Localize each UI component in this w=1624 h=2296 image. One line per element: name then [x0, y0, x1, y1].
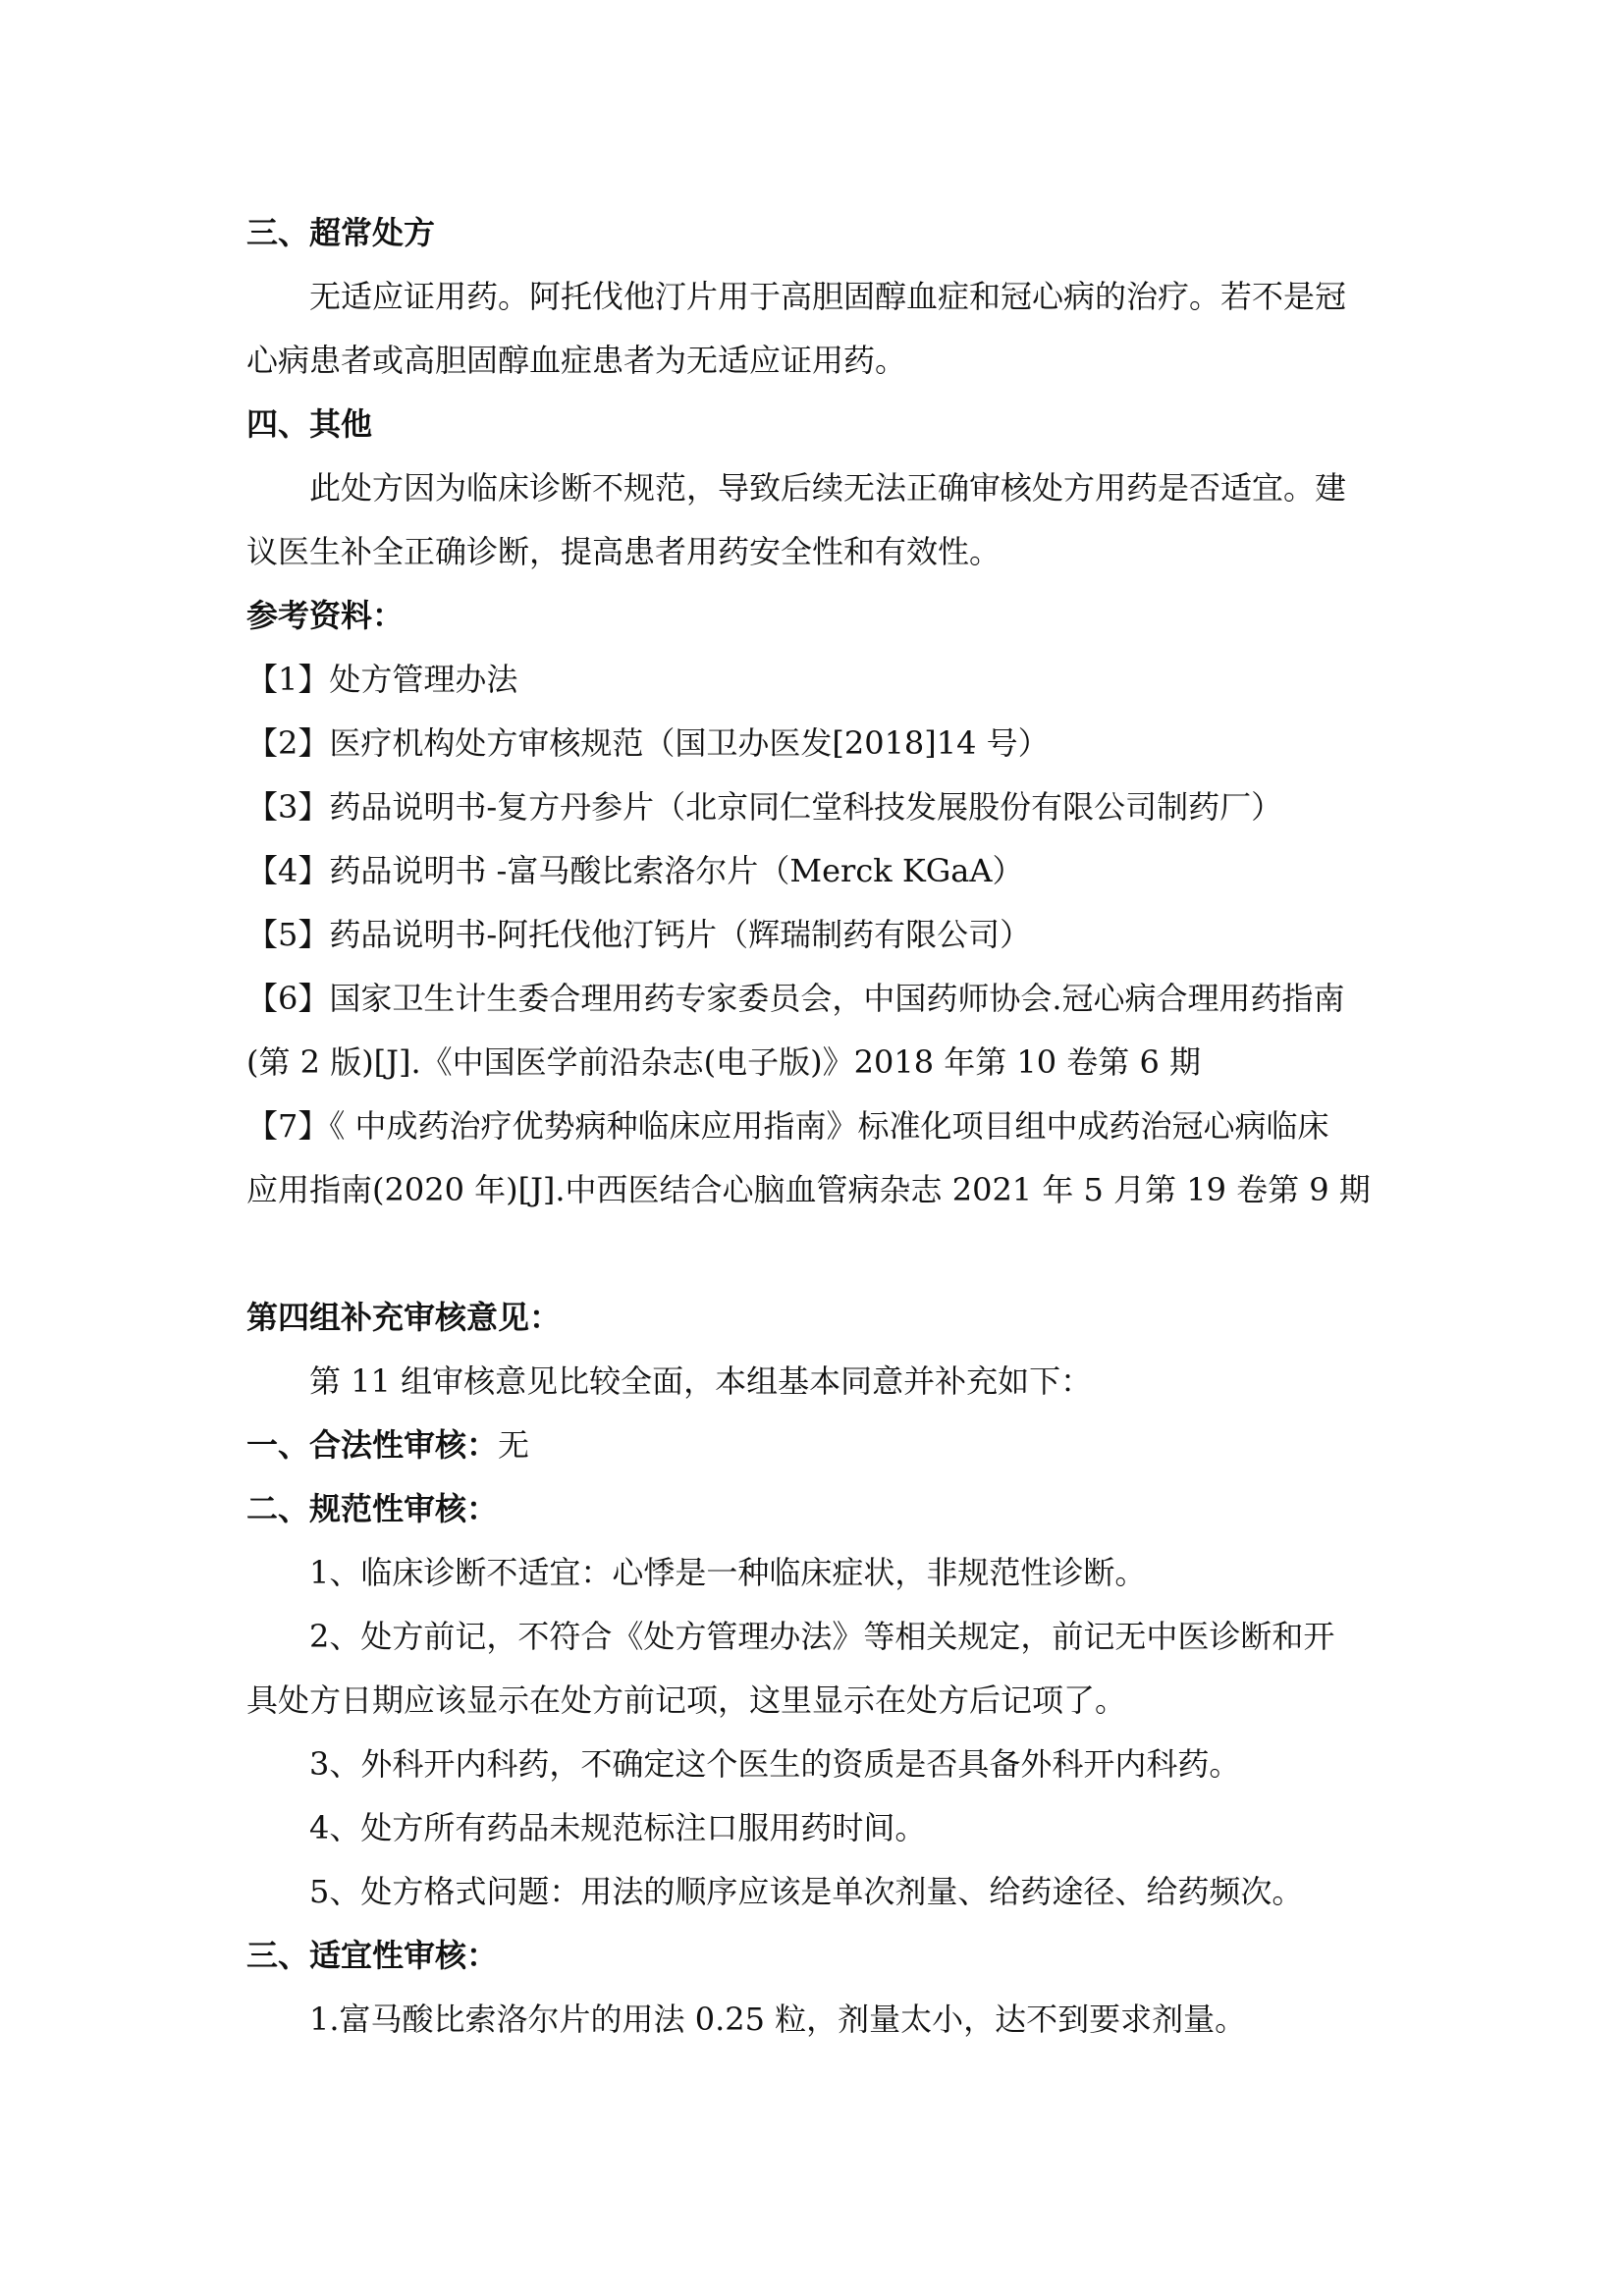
- norm-heading: 二、规范性审核：: [246, 1490, 499, 1527]
- suitability-heading: 三、适宜性审核：: [246, 1937, 499, 1974]
- reference-item-continuation: 应用指南(2020 年)[J].中西医结合心脑血管病杂志 2021 年 5 月第 19 卷第 9 期: [246, 1171, 1371, 1208]
- norm-item: 5、处方格式问题：用法的顺序应该是单次剂量、给药途径、给药频次。: [309, 1873, 1304, 1910]
- norm-item: 4、处方所有药品未规范标注口服用药时间。: [309, 1809, 927, 1846]
- norm-item: 2、处方前记，不符合《处方管理办法》等相关规定，前记无中医诊断和开: [309, 1618, 1335, 1655]
- group4-heading: 第四组补充审核意见：: [246, 1299, 562, 1336]
- reference-item: 【7】《 中成药治疗优势病种临床应用指南》标准化项目组中成药治冠心病临床: [246, 1107, 1329, 1145]
- paragraph-line: 心病患者或高胆固醇血症患者为无适应证用药。: [246, 342, 907, 379]
- paragraph-line: 议医生补全正确诊断，提高患者用药安全性和有效性。: [246, 533, 1001, 570]
- group4-intro: 第 11 组审核意见比较全面，本组基本同意并补充如下：: [309, 1362, 1093, 1400]
- reference-item: 【1】处方管理办法: [246, 661, 518, 698]
- reference-item: 【4】药品说明书 -富马酸比索洛尔片（Merck KGaA）: [246, 852, 1024, 889]
- paragraph-line: 无适应证用药。阿托伐他汀片用于高胆固醇血症和冠心病的治疗。若不是冠: [309, 278, 1347, 315]
- document-page: [246, 201, 1385, 2052]
- suitability-item: 1.富马酸比索洛尔片的用法 0.25 粒，剂量太小，达不到要求剂量。: [309, 2001, 1247, 2038]
- reference-item-continuation: (第 2 版)[J].《中国医学前沿杂志(电子版)》2018 年第 10 卷第 6 期: [246, 1043, 1201, 1081]
- references-heading: 参考资料：: [246, 597, 405, 634]
- reference-item: 【2】医疗机构处方审核规范（国卫办医发[2018]14 号）: [246, 724, 1050, 762]
- blank-line: [246, 1222, 1385, 1286]
- section-heading-other: 四、其他: [246, 405, 373, 443]
- reference-item: 【6】国家卫生计生委合理用药专家委员会，中国药师协会.冠心病合理用药指南: [246, 980, 1345, 1017]
- reference-item: 【5】药品说明书-阿托伐他汀钙片（辉瑞制药有限公司）: [246, 916, 1032, 953]
- norm-item: 3、外科开内科药，不确定这个医生的资质是否具备外科开内科药。: [309, 1745, 1241, 1783]
- norm-item-continuation: 具处方日期应该显示在处方前记项，这里显示在处方后记项了。: [246, 1682, 1127, 1719]
- legality-heading: 一、合法性审核：: [246, 1426, 499, 1464]
- paragraph-line: 此处方因为临床诊断不规范，导致后续无法正确审核处方用药是否适宜。建: [309, 469, 1347, 507]
- legality-review: [246, 1414, 1385, 1477]
- legality-value: 无: [498, 1426, 530, 1464]
- norm-item: 1、临床诊断不适宜：心悸是一种临床症状，非规范性诊断。: [309, 1554, 1147, 1591]
- reference-item: 【3】药品说明书-复方丹参片（北京同仁堂科技发展股份有限公司制药厂）: [246, 788, 1283, 826]
- section-heading-overdose: 三、超常处方: [246, 214, 436, 251]
